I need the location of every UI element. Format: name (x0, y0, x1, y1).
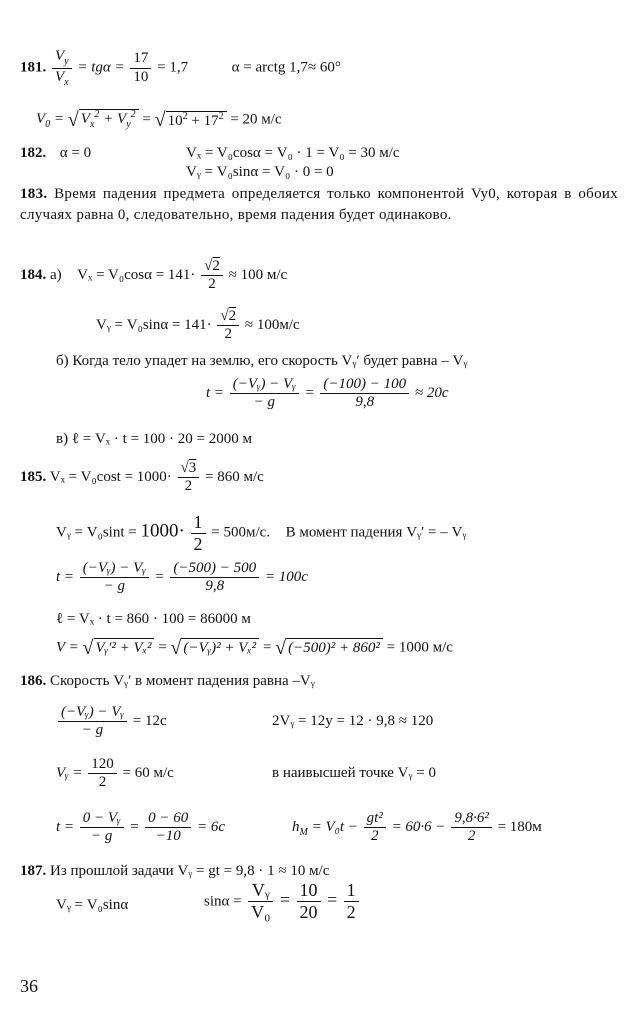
fraction-vy-vx: $\frac{V_y}{V_x}$ (52, 48, 72, 88)
problem-186-top: в наивысшей точке Vᵧ = 0 (272, 765, 436, 781)
problem-182-vx: Vₓ = V₀cosα = V₀ · 1 = V₀ = 30 м/с (186, 145, 400, 161)
problem-186-h: $h_M = V_0t$ − $\frac{\text{gt²}}{2}$ = 60·6 − $\frac{\text{9,8·6²}}{2}$ = 180м (292, 810, 542, 845)
problem-184-c: в) ℓ = Vₓ · t = 100 · 20 = 2000 м (56, 431, 252, 447)
problem-181-line2: $V_0$ = √ $V_x^2 + V_y^2$ = √ $10^2 + 17^2 = 20$ м/с (36, 109, 282, 131)
problem-185-v: V = √ Vᵧ′² + Vₓ² = √ (−Vᵧ)² + Vₓ² = √ (−500)² + 860² = 1000 м/с (56, 637, 453, 659)
problem-186-intro: 186. Скорость Vᵧ′ в момент падения равна –Vᵧ (20, 673, 315, 689)
page-number: 36 (20, 976, 38, 996)
problem-182-line1: 182. α = 0 (20, 145, 92, 161)
radical-vx-vy: √ $V_x^2 + V_y^2$ (68, 108, 139, 132)
problem-187-vy: Vᵧ = V₀sinα (56, 897, 129, 913)
problem-184-a-vy: Vᵧ = V₀sinα = 141· $\frac{√2}{2}$ ≈ 100м/с (96, 308, 300, 343)
tg-equation: = tgα = (77, 59, 125, 76)
problem-183: 183. Время падения предмета определяется только компонентой Vy0, которая в обоих случаях равна 0, следовательно, время падения будет одинаково. (20, 186, 618, 223)
problem-181-line1 (20, 48, 341, 88)
problem-185-vx: 185. Vₓ = V₀cost = 1000· $\frac{√3}{2}$ = 860 м/с (20, 460, 264, 495)
problem-186-eq2: 2Vᵧ = 12y = 12 · 9,8 ≈ 120 (272, 713, 434, 729)
problem-186-f1: $\frac{\text{(−Vᵧ) − Vᵧ}}{- g}$ = 12с (56, 704, 167, 740)
fraction-17-10: $\frac{17}{10}$ (130, 50, 151, 86)
problem-184-a-vx: 184. а) Vₓ = V₀cosα = 141· $\frac{√2}{2}$ ≈ 100 м/с (20, 258, 288, 293)
problem-186-t: t = $\frac{\text{0 − Vᵧ}}{- g}$ = $\frac{0 - 60}{-10}$ = 6c (56, 810, 226, 845)
radical-numbers: √ $10^2 + 17^2$ (155, 108, 227, 132)
problem-184-t: t = $\frac{\text{(−Vᵧ) − Vᵧ}}{- g}$ = $\frac{(-100) - 100}{9,8}$ ≈ 20c (206, 376, 449, 411)
v0-result: = 20 м/с (230, 111, 282, 128)
problem-184-b: б) Когда тело упадет на землю, его скорость Vᵧ′ будет равна – Vᵧ (56, 353, 468, 369)
problem-186-vy: Vᵧ = $\frac{120}{2}$ = 60 м/с (56, 756, 174, 791)
problem-number: 181. (20, 59, 47, 76)
problem-185-t: t = $\frac{\text{(−Vᵧ) − Vᵧ}}{- g}$ = $\frac{(-500) - 500}{9,8}$ = 100c (56, 560, 308, 595)
problem-185-l: ℓ = Vₓ · t = 860 · 100 = 86000 м (56, 611, 251, 627)
problem-182-vy: Vᵧ = V₀sinα = V₀ · 0 = 0 (186, 164, 334, 180)
alpha-result: α = arctg 1,7≈ 60° (231, 59, 341, 76)
problem-185-vy: Vᵧ = V₀sint = 1000· $\frac{1}{2}$ = 500м/с. В момент падения Vᵧ′ = – Vᵧ (56, 512, 467, 554)
problem-187-sin: sinα = $\frac{\text{Vᵧ}}{\text{V₀}}$ = $\frac{10}{20}$ = $\frac{1}{2}$ (204, 880, 361, 922)
problem-187-intro: 187. Из прошлой задачи Vᵧ = gt = 9,8 · 1 ≈ 10 м/с (20, 863, 330, 879)
fraction-sqrt2-2-b: $\frac{√2}{2}$ (217, 308, 239, 344)
ratio-result: = 1,7 (157, 59, 189, 76)
fraction-sqrt2-2: $\frac{√2}{2}$ (201, 258, 223, 294)
